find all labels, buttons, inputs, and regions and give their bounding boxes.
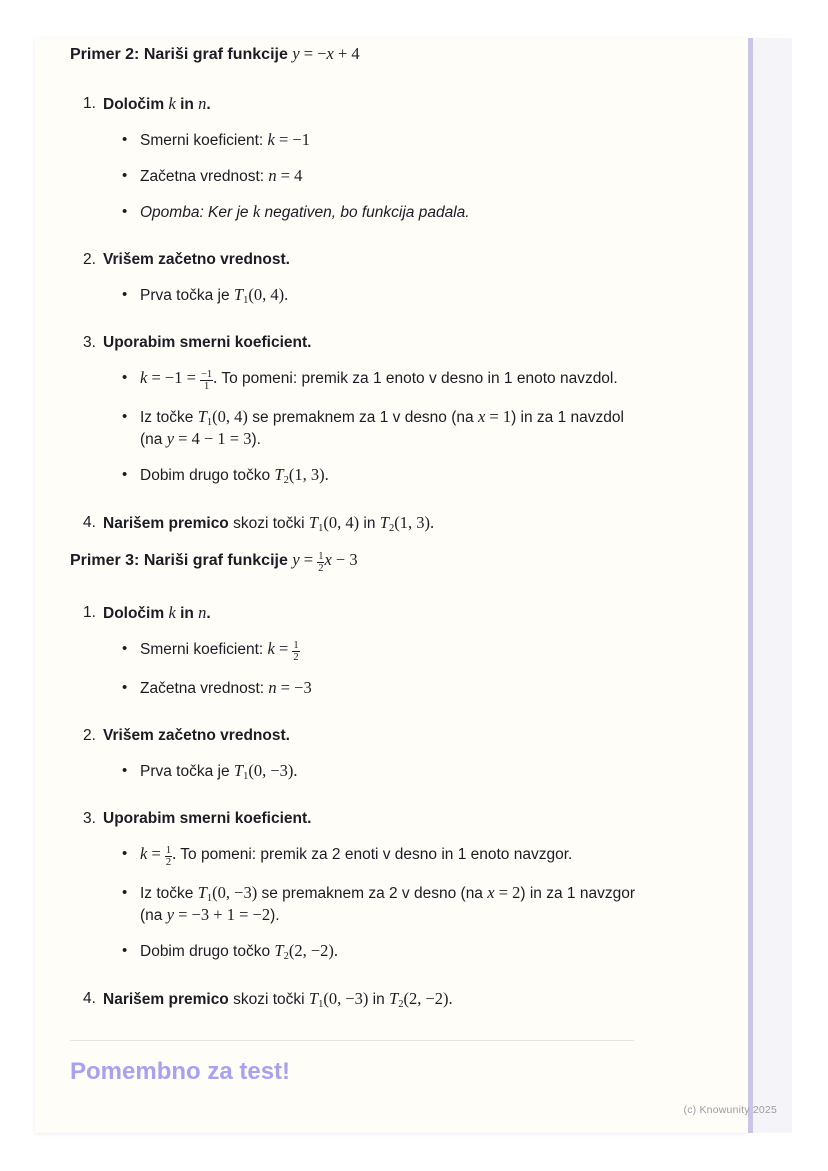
text-segment: Dobim drugo točko [140,467,275,485]
footer-watermark: (c) Knowunity 2025 [683,1104,777,1116]
bullet-item [70,843,718,868]
text-segment: n [198,603,207,623]
bullet-icon: • [122,845,128,863]
text-segment: negativen, bo funkcija padala. [260,204,470,221]
text-segment: x [477,407,486,427]
important-heading: Pomembno za test! [70,1058,291,1086]
text-segment: se premaknem za 2 v desno (na [257,885,488,903]
list-number: 4. [83,514,96,532]
text-segment: Iz točke [140,409,198,427]
text-segment: Iz točke [140,885,198,903]
side-panel [753,38,792,1133]
text-segment: n [198,94,207,113]
list-item [70,332,718,353]
text-segment: ) in za 1 navzdol [511,409,624,427]
text-segment: T [308,989,319,1009]
section-divider [70,1040,634,1041]
text-segment: k [140,368,148,387]
document-page [35,38,748,1133]
text-segment: (0, 4) [323,513,360,533]
text-segment: (na [140,907,167,925]
bullet-item [70,638,718,663]
text-segment: = −1 [274,130,310,149]
math-subscript: 2 [283,951,289,963]
math-subscript: 1 [243,295,249,306]
math-subscript: 2 [398,999,404,1011]
bullet-icon: • [122,203,128,220]
text-segment: Začetna vrednost: [140,680,269,698]
text-segment: (0, 4). [248,285,289,304]
list-number: 1. [83,604,96,622]
text-segment: in [175,605,199,623]
list-number: 3. [83,810,96,828]
bullet-item [70,882,718,926]
text-segment: = 2 [494,883,521,903]
math-subscript: 2 [388,523,395,535]
list-number: 2. [83,251,96,268]
bullet-icon: • [122,167,128,184]
math-fraction [200,369,213,392]
text-segment: Narišem premico [103,991,229,1009]
list-number: 4. [83,990,96,1008]
bullet-item [70,201,718,223]
text-segment: skozi točki [228,515,309,533]
bullet-item [70,464,718,486]
bullet-item [70,284,718,306]
text-segment: T [197,407,207,427]
fraction-numerator: 1 [293,640,299,652]
bullet-icon: • [122,679,128,697]
text-segment: skozi točki [228,991,309,1009]
text-segment: T [274,941,284,961]
text-segment: (0, −3) [323,989,369,1009]
document-content [70,43,718,1087]
text-segment: Določim [103,605,169,623]
text-segment: T [197,883,207,903]
text-segment: . [213,368,218,387]
text-segment: in [359,515,380,533]
text-segment: . [206,605,211,623]
text-segment: = 4 [276,166,303,185]
text-segment: Prva točka je [140,287,234,304]
bullet-item [70,760,718,782]
bullet-item [70,406,718,450]
text-segment: T [233,285,244,304]
list-item [70,725,718,746]
text-segment: y [166,905,175,925]
text-segment: k [168,94,176,113]
text-segment: = −3 + 1 = −2 [174,905,271,925]
bullet-icon: • [122,762,128,780]
text-segment: k [267,639,275,659]
text-segment: − 3 [331,550,358,570]
math-subscript: 1 [318,999,324,1011]
fraction-numerator: 1 [318,551,324,562]
fraction-numerator: 1 [165,845,172,857]
text-segment: Primer 3: Nariši graf funkcije [70,552,293,570]
list-number: 1. [83,95,96,112]
fraction-numerator: −1 [201,368,213,380]
list-item [70,988,718,1010]
text-segment: To pomeni: premik za 1 enoto v desno in 1 enoto navzdol. [217,370,618,387]
bullet-icon: • [122,884,128,902]
math-subscript: 1 [243,771,249,783]
text-segment: Narišem premico [103,515,229,533]
text-segment: T [379,513,389,533]
list-item [70,512,718,534]
text-segment: (2, −2). [288,941,339,961]
text-segment: (0, −3) [212,883,258,903]
fraction-denominator: 2 [293,652,299,664]
math-subscript: 1 [318,523,324,535]
fraction-denominator: 2 [165,857,172,869]
text-segment: Smerni koeficient: [140,641,268,659]
text-segment: k [252,202,261,221]
text-segment: k [267,130,275,149]
text-segment: = [299,550,318,570]
text-segment: Vrišem začetno vrednost. [103,727,290,745]
text-segment: x [326,44,334,63]
list-item [70,249,718,270]
list-item [70,602,718,624]
text-segment: ) in za 1 navzgor [520,885,635,903]
text-segment: Prva točka je [140,763,234,781]
example-heading [70,43,718,65]
text-segment: T [233,761,244,781]
text-segment: . [172,844,177,864]
text-segment: k [140,844,148,864]
bullet-item [70,940,718,962]
text-segment: (2, −2). [403,989,453,1009]
text-segment: Dobim drugo točko [140,943,275,961]
bullet-icon: • [122,408,128,426]
fraction-denominator: 2 [318,563,324,575]
bullet-icon: • [122,466,128,484]
text-segment: (0, 4) [212,407,248,427]
scrollbar-thumb[interactable] [748,38,753,1133]
bullet-icon: • [122,369,128,386]
text-segment: T [308,513,319,533]
example-heading [70,549,718,574]
text-segment: = −1 = [147,368,200,387]
text-segment: y [292,44,300,63]
list-number: 3. [83,334,96,351]
text-segment: ). [251,431,261,449]
text-segment: + 4 [333,44,360,63]
bullet-icon: • [122,942,128,960]
text-segment: Uporabim smerni koeficient. [103,810,312,828]
text-segment: n [268,678,277,698]
text-segment: in [368,991,390,1009]
math-fraction [292,640,299,663]
bullet-icon: • [122,640,128,658]
text-segment: se premaknem za 1 v desno (na [247,409,478,427]
text-segment: = −3 [276,678,312,698]
text-segment: Začetna vrednost: [140,168,269,185]
text-segment: . [206,96,211,113]
text-segment: Vrišem začetno vrednost. [103,251,290,268]
text-segment: = − [299,44,327,63]
text-segment: Smerni koeficient: [140,132,268,149]
text-segment: x [324,550,332,570]
bullet-icon: • [122,286,128,303]
text-segment: T [389,989,399,1009]
text-segment: n [268,166,277,185]
text-segment: Uporabim smerni koeficient. [103,334,312,351]
text-segment: To pomeni: premik za 2 enoti v desno in 1 enoto navzgor. [176,846,573,864]
text-segment: k [168,603,176,623]
fraction-denominator: 1 [200,380,213,392]
text-segment: Primer 2: Nariši graf funkcije [70,46,293,63]
text-segment: = [274,639,293,659]
text-segment: y [166,429,175,449]
text-segment: (1, 3). [394,513,435,533]
bullet-item [70,367,718,392]
text-segment: x [487,883,495,903]
text-segment: (1, 3). [288,465,329,485]
text-segment: (0, −3). [248,761,298,781]
list-item [70,808,718,829]
math-subscript: 1 [206,417,213,429]
math-subscript: 1 [206,893,213,905]
list-number: 2. [83,727,96,745]
bullet-item [70,165,718,187]
text-segment: = 1 [485,407,512,427]
bullet-icon: • [122,131,128,148]
text-segment: ). [270,907,280,925]
text-segment: Določim [103,96,169,113]
text-segment: y [292,550,300,570]
text-segment: T [274,465,284,485]
bullet-item [70,677,718,699]
text-segment: = [147,844,165,864]
text-segment: Opomba: Ker je [140,204,253,221]
list-item [70,93,718,115]
math-subscript: 2 [283,475,289,487]
text-segment: in [175,96,199,113]
text-segment: (na [140,431,167,449]
bullet-item [70,129,718,151]
text-segment: = 4 − 1 = 3 [174,429,252,449]
